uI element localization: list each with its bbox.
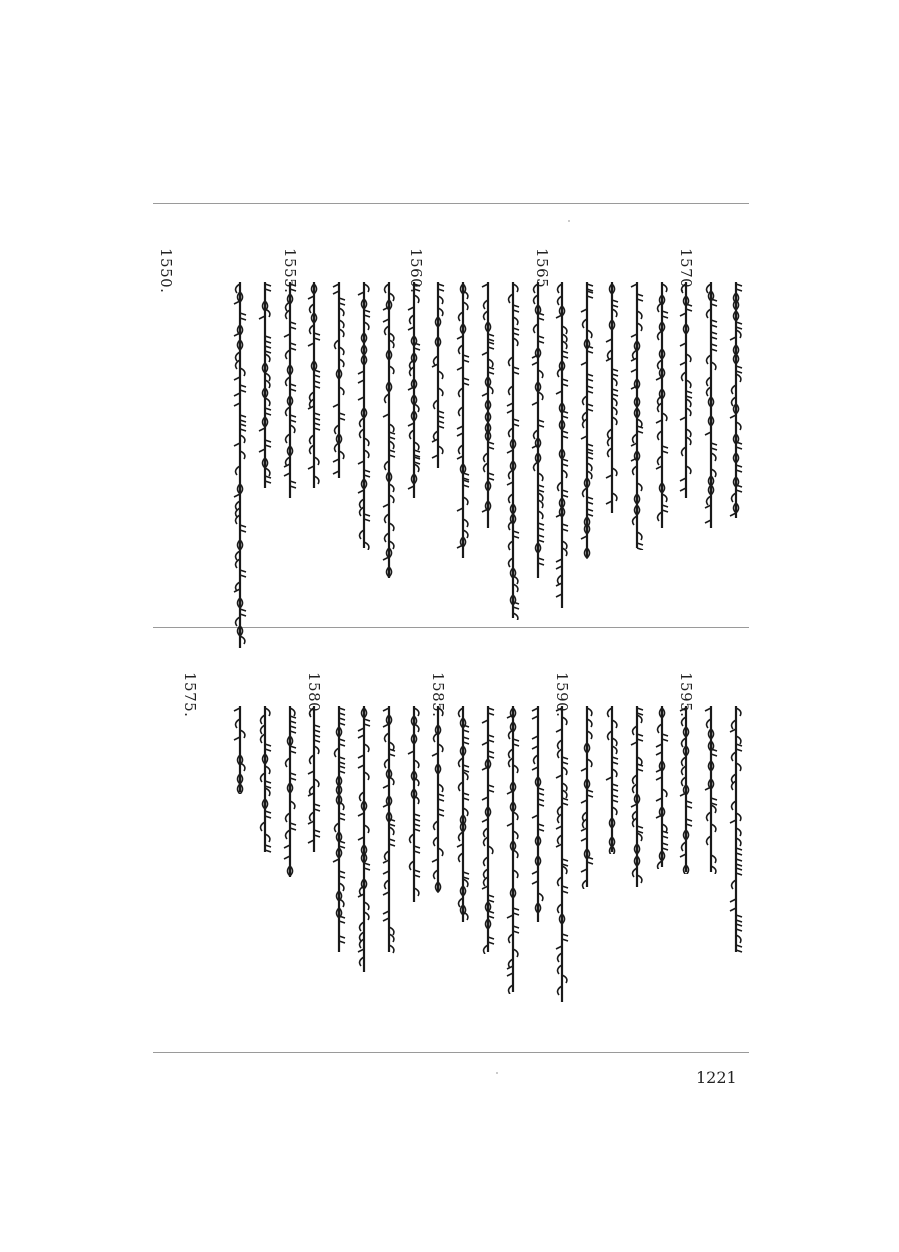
verse-line [305, 280, 323, 490]
line-number: 1575. [181, 672, 199, 718]
verse-line [628, 704, 646, 889]
line-number: 1580. [305, 672, 323, 718]
verse-line [231, 704, 249, 794]
verse-line [529, 704, 547, 924]
verse-line [429, 280, 447, 470]
verse-line [380, 704, 398, 954]
verse-line [405, 280, 423, 500]
verse-line [677, 280, 695, 500]
line-number: 1590. [553, 672, 571, 718]
line-number: 1555. [281, 248, 299, 294]
verse-line [479, 280, 497, 530]
verse-line [553, 704, 571, 1004]
verse-line [727, 704, 745, 954]
line-number: 1585. [429, 672, 447, 718]
verse-line [653, 280, 671, 530]
line-number: 1570. [677, 248, 695, 294]
verse-line [603, 704, 621, 854]
top-rule [153, 203, 749, 204]
verse-line [677, 704, 695, 874]
verse-line [578, 280, 596, 560]
verse-line [256, 280, 274, 490]
verse-line [355, 704, 373, 974]
page-number: 1221 [696, 1068, 737, 1087]
verse-line [305, 704, 323, 854]
line-number: 1595. [677, 672, 695, 718]
verse-line [578, 704, 596, 889]
verse-line [479, 704, 497, 954]
verse-line [281, 280, 299, 500]
verse-line [628, 280, 646, 550]
bottom-rule [153, 1052, 749, 1053]
verse-line [231, 280, 249, 650]
verse-line [454, 280, 472, 560]
scan-speck [496, 1072, 498, 1074]
verse-line [405, 704, 423, 904]
verse-line [330, 280, 348, 480]
line-number: 1550. [157, 248, 175, 294]
verse-line [702, 704, 720, 874]
verse-line [603, 280, 621, 515]
verse-line [504, 280, 522, 620]
verse-line [727, 280, 745, 520]
verse-line [702, 280, 720, 530]
verse-block-upper [153, 210, 749, 620]
verse-line [653, 704, 671, 869]
verse-line [330, 704, 348, 954]
verse-line [553, 280, 571, 610]
verse-line [355, 280, 373, 550]
verse-line [454, 704, 472, 924]
verse-line [380, 280, 398, 580]
verse-line [256, 704, 274, 854]
verse-line [281, 704, 299, 879]
verse-line [429, 704, 447, 894]
verse-block-lower [153, 634, 749, 1044]
scan-speck [568, 220, 570, 222]
line-number: 1560. [407, 248, 425, 294]
verse-line [504, 704, 522, 994]
line-number: 1565. [533, 248, 551, 294]
verse-line [529, 280, 547, 580]
